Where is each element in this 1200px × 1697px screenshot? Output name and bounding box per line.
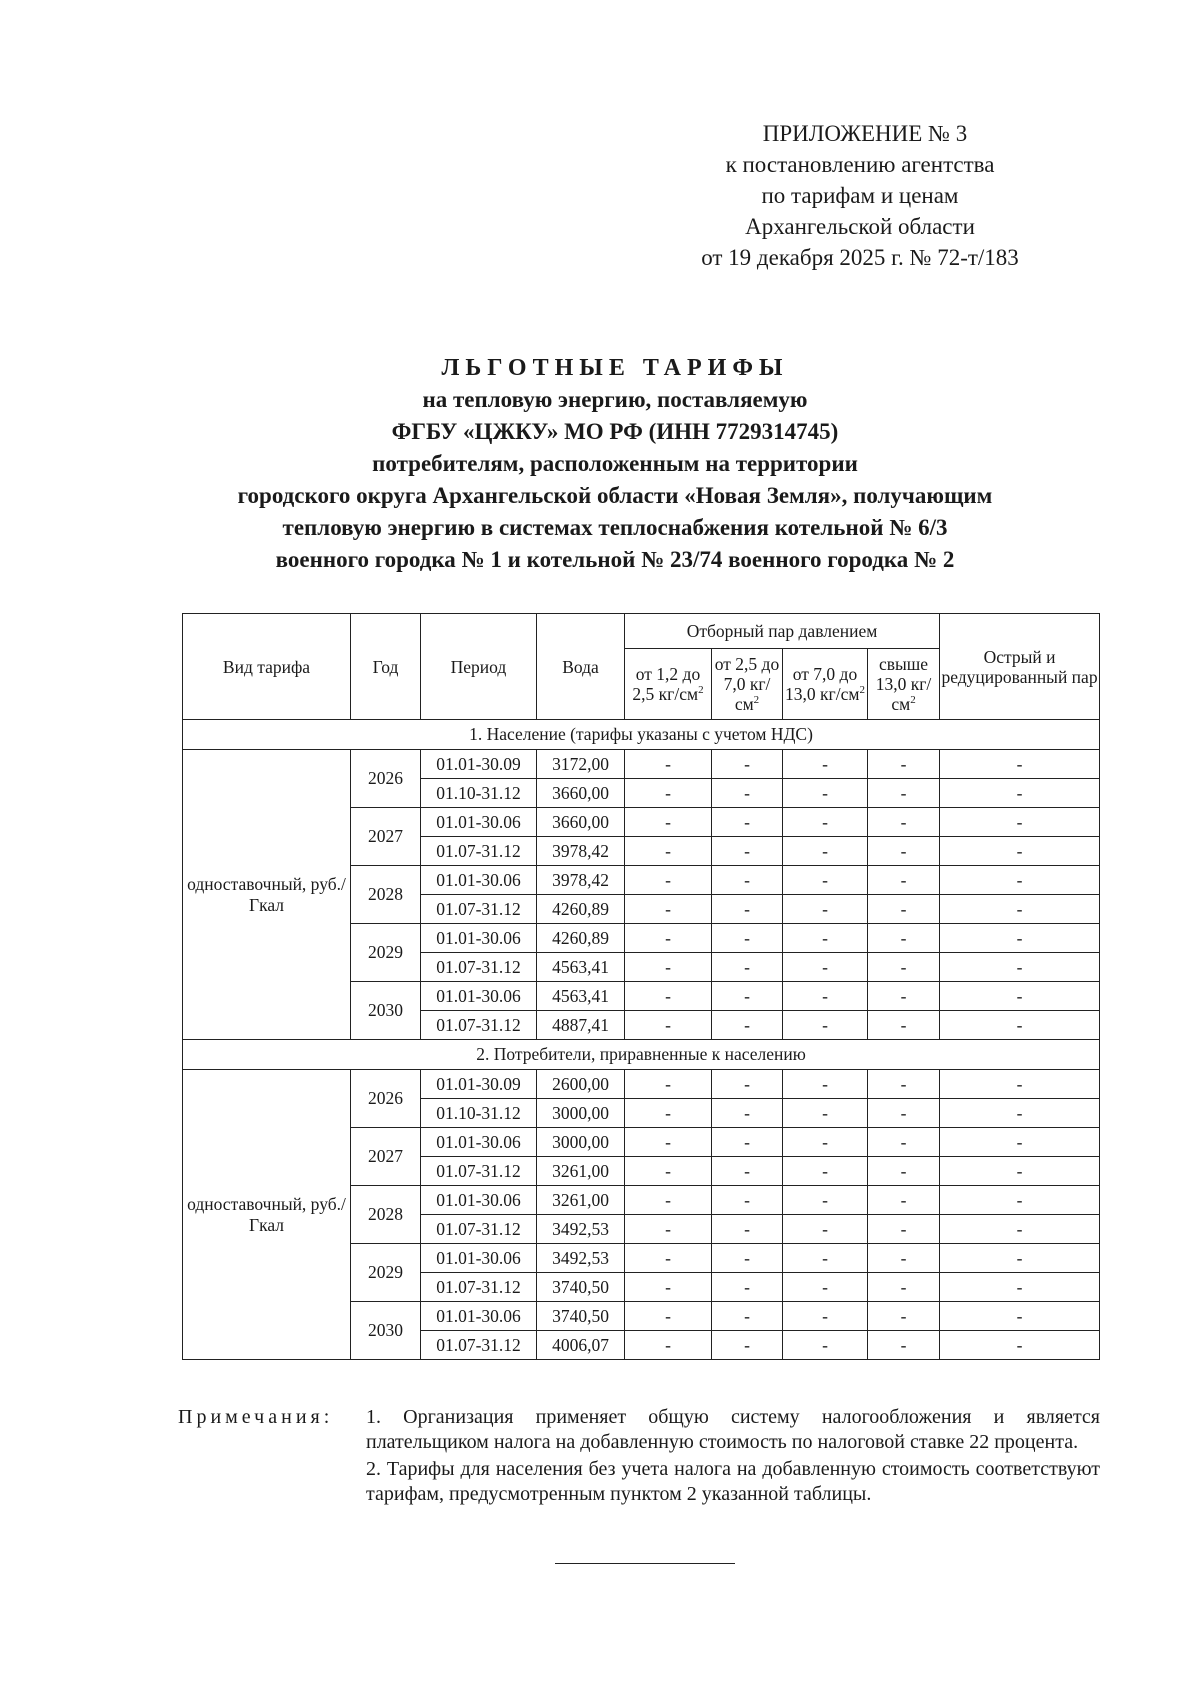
steam-cell: - — [868, 779, 940, 808]
unit: кг/см — [820, 684, 860, 704]
water-cell: 3978,42 — [537, 866, 625, 895]
tariff-type-cell: одноставочный, руб./Гкал — [183, 750, 351, 1040]
sharp-steam-cell: - — [940, 1302, 1100, 1331]
header-steam-group: Отборный пар давлением — [625, 614, 940, 649]
title-line: тепловую энергию в системах теплоснабжения котельной № 6/3 — [282, 515, 948, 540]
water-cell: 3261,00 — [537, 1186, 625, 1215]
header-year: Год — [351, 614, 421, 720]
tariff-type-cell: одноставочный, руб./Гкал — [183, 1070, 351, 1360]
steam-cell: - — [712, 1011, 783, 1040]
steam-cell: - — [712, 866, 783, 895]
sharp-steam-cell: - — [940, 1128, 1100, 1157]
steam-range: от 1,2 до 2,5 — [632, 664, 701, 704]
appendix-line: Архангельской области — [745, 214, 975, 239]
title-line: ФГБУ «ЦЖКУ» МО РФ (ИНН 7729314745) — [391, 419, 839, 444]
steam-cell: - — [625, 1128, 712, 1157]
header-period: Период — [421, 614, 537, 720]
steam-cell: - — [625, 1099, 712, 1128]
steam-cell: - — [625, 1273, 712, 1302]
table-row — [183, 750, 1100, 779]
table-row — [183, 1070, 1100, 1099]
steam-cell: - — [868, 750, 940, 779]
steam-cell: - — [868, 1273, 940, 1302]
period-cell: 01.10-31.12 — [421, 779, 537, 808]
steam-cell: - — [712, 1215, 783, 1244]
title-line: потребителям, расположенным на территории — [372, 451, 858, 476]
header-water: Вода — [537, 614, 625, 720]
period-cell: 01.01-30.06 — [421, 1302, 537, 1331]
steam-cell: - — [868, 1244, 940, 1273]
steam-range: от 2,5 до 7,0 — [714, 654, 780, 694]
steam-cell: - — [712, 1157, 783, 1186]
period-cell: 01.07-31.12 — [421, 1331, 537, 1360]
steam-cell: - — [868, 982, 940, 1011]
steam-cell: - — [868, 1070, 940, 1099]
water-cell: 3000,00 — [537, 1099, 625, 1128]
steam-cell: - — [625, 1302, 712, 1331]
section-title: 2. Потребители, приравненные к населению — [183, 1040, 1100, 1070]
water-cell: 4260,89 — [537, 895, 625, 924]
appendix-header — [640, 118, 1080, 273]
steam-range: от 7,0 до 13,0 — [785, 664, 858, 704]
water-cell: 4260,89 — [537, 924, 625, 953]
steam-cell: - — [712, 837, 783, 866]
header-steam-1 — [625, 649, 712, 720]
steam-cell: - — [868, 1215, 940, 1244]
steam-cell: - — [712, 808, 783, 837]
steam-cell: - — [868, 1011, 940, 1040]
period-cell: 01.01-30.06 — [421, 1128, 537, 1157]
water-cell: 2600,00 — [537, 1070, 625, 1099]
steam-cell: - — [868, 1157, 940, 1186]
steam-cell: - — [783, 837, 868, 866]
water-cell: 3172,00 — [537, 750, 625, 779]
steam-cell: - — [868, 1186, 940, 1215]
steam-cell: - — [783, 866, 868, 895]
year-cell: 2026 — [351, 750, 421, 808]
water-cell: 4563,41 — [537, 982, 625, 1011]
steam-cell: - — [868, 808, 940, 837]
unit-exponent: 2 — [910, 694, 916, 707]
steam-cell: - — [712, 1070, 783, 1099]
unit-exponent: 2 — [859, 684, 865, 697]
year-cell: 2029 — [351, 924, 421, 982]
steam-cell: - — [625, 779, 712, 808]
steam-cell: - — [783, 1070, 868, 1099]
steam-cell: - — [625, 1070, 712, 1099]
sharp-steam-cell: - — [940, 1215, 1100, 1244]
sharp-steam-cell: - — [940, 982, 1100, 1011]
steam-cell: - — [868, 1331, 940, 1360]
steam-cell: - — [625, 750, 712, 779]
steam-cell: - — [783, 1011, 868, 1040]
document-title — [150, 352, 1080, 576]
appendix-number: ПРИЛОЖЕНИЕ № 3 — [762, 121, 968, 146]
steam-cell: - — [783, 1215, 868, 1244]
period-cell: 01.01-30.09 — [421, 750, 537, 779]
steam-cell: - — [712, 1128, 783, 1157]
header-steam-4 — [868, 649, 940, 720]
steam-cell: - — [783, 1186, 868, 1215]
period-cell: 01.01-30.06 — [421, 866, 537, 895]
steam-cell: - — [625, 1011, 712, 1040]
steam-cell: - — [625, 1331, 712, 1360]
steam-cell: - — [868, 953, 940, 982]
steam-cell: - — [868, 1128, 940, 1157]
period-cell: 01.07-31.12 — [421, 953, 537, 982]
steam-cell: - — [868, 837, 940, 866]
steam-range: свыше 13,0 — [875, 654, 929, 694]
water-cell: 3492,53 — [537, 1244, 625, 1273]
steam-cell: - — [783, 1331, 868, 1360]
steam-cell: - — [625, 837, 712, 866]
water-cell: 4563,41 — [537, 953, 625, 982]
steam-cell: - — [625, 953, 712, 982]
steam-cell: - — [868, 1099, 940, 1128]
unit: кг/см — [734, 674, 771, 714]
header-tariff-type: Вид тарифа — [183, 614, 351, 720]
year-cell: 2028 — [351, 1186, 421, 1244]
steam-cell: - — [783, 895, 868, 924]
steam-cell: - — [625, 866, 712, 895]
period-cell: 01.07-31.12 — [421, 837, 537, 866]
title-line: военного городка № 1 и котельной № 23/74 военного городка № 2 — [275, 547, 955, 572]
notes-label: Примечания: — [178, 1406, 334, 1428]
sharp-steam-cell: - — [940, 1331, 1100, 1360]
notes-body — [366, 1405, 1100, 1507]
steam-cell: - — [783, 1128, 868, 1157]
steam-cell: - — [783, 924, 868, 953]
sharp-steam-cell: - — [940, 1157, 1100, 1186]
steam-cell: - — [625, 1157, 712, 1186]
steam-cell: - — [783, 750, 868, 779]
unit: кг/см — [891, 674, 932, 714]
sharp-steam-cell: - — [940, 1011, 1100, 1040]
sharp-steam-cell: - — [940, 1244, 1100, 1273]
water-cell: 3740,50 — [537, 1273, 625, 1302]
steam-cell: - — [712, 924, 783, 953]
year-cell: 2027 — [351, 1128, 421, 1186]
period-cell: 01.01-30.06 — [421, 1244, 537, 1273]
steam-cell: - — [625, 1186, 712, 1215]
sharp-steam-cell: - — [940, 750, 1100, 779]
period-cell: 01.01-30.06 — [421, 982, 537, 1011]
year-cell: 2030 — [351, 982, 421, 1040]
appendix-line: к постановлению агентства — [725, 152, 995, 177]
sharp-steam-cell: - — [940, 1070, 1100, 1099]
steam-cell: - — [783, 1244, 868, 1273]
water-cell: 3261,00 — [537, 1157, 625, 1186]
sharp-steam-cell: - — [940, 866, 1100, 895]
steam-cell: - — [783, 982, 868, 1011]
header-sharp-steam: Острый и редуцированный пар — [940, 614, 1100, 720]
steam-cell: - — [712, 1186, 783, 1215]
steam-cell: - — [712, 750, 783, 779]
sharp-steam-cell: - — [940, 1186, 1100, 1215]
steam-cell: - — [625, 982, 712, 1011]
steam-cell: - — [712, 779, 783, 808]
sharp-steam-cell: - — [940, 808, 1100, 837]
appendix-line: по тарифам и ценам — [761, 183, 959, 208]
water-cell: 3978,42 — [537, 837, 625, 866]
water-cell: 3000,00 — [537, 1128, 625, 1157]
steam-cell: - — [712, 1302, 783, 1331]
water-cell: 3492,53 — [537, 1215, 625, 1244]
steam-cell: - — [783, 1099, 868, 1128]
header-steam-3 — [783, 649, 868, 720]
steam-cell: - — [625, 808, 712, 837]
title-main: ЛЬГОТНЫЕ ТАРИФЫ — [441, 355, 789, 381]
period-cell: 01.07-31.12 — [421, 1273, 537, 1302]
period-cell: 01.10-31.12 — [421, 1099, 537, 1128]
steam-cell: - — [712, 982, 783, 1011]
steam-cell: - — [712, 1331, 783, 1360]
period-cell: 01.07-31.12 — [421, 895, 537, 924]
steam-cell: - — [783, 1157, 868, 1186]
sharp-steam-cell: - — [940, 779, 1100, 808]
steam-cell: - — [712, 1244, 783, 1273]
sharp-steam-cell: - — [940, 837, 1100, 866]
water-cell: 3660,00 — [537, 779, 625, 808]
section-title: 1. Население (тарифы указаны с учетом НДС) — [183, 720, 1100, 750]
steam-cell: - — [625, 895, 712, 924]
steam-cell: - — [783, 953, 868, 982]
year-cell: 2029 — [351, 1244, 421, 1302]
period-cell: 01.07-31.12 — [421, 1215, 537, 1244]
year-cell: 2030 — [351, 1302, 421, 1360]
note-item: 1. Организация применяет общую систему налогообложения и является плательщиком налога на добавленную стоимость по налоговой ставке 22 процента. — [366, 1406, 1100, 1453]
steam-cell: - — [712, 1099, 783, 1128]
year-cell: 2027 — [351, 808, 421, 866]
unit: кг/см — [658, 684, 699, 704]
steam-cell: - — [868, 895, 940, 924]
water-cell: 4887,41 — [537, 1011, 625, 1040]
steam-cell: - — [783, 779, 868, 808]
period-cell: 01.01-30.06 — [421, 1186, 537, 1215]
steam-cell: - — [712, 1273, 783, 1302]
steam-cell: - — [625, 924, 712, 953]
title-line: городского округа Архангельской области «Новая Земля», получающим — [237, 483, 993, 508]
period-cell: 01.01-30.09 — [421, 1070, 537, 1099]
sharp-steam-cell: - — [940, 1273, 1100, 1302]
steam-cell: - — [625, 1244, 712, 1273]
steam-cell: - — [868, 924, 940, 953]
steam-cell: - — [625, 1215, 712, 1244]
steam-cell: - — [712, 895, 783, 924]
appendix-date: от 19 декабря 2025 г. № 72-т/183 — [701, 245, 1019, 270]
period-cell: 01.07-31.12 — [421, 1011, 537, 1040]
unit-exponent: 2 — [698, 684, 704, 697]
water-cell: 3660,00 — [537, 808, 625, 837]
steam-cell: - — [783, 1273, 868, 1302]
period-cell: 01.01-30.06 — [421, 924, 537, 953]
sharp-steam-cell: - — [940, 1099, 1100, 1128]
year-cell: 2028 — [351, 866, 421, 924]
signature-line — [555, 1563, 735, 1564]
water-cell: 4006,07 — [537, 1331, 625, 1360]
tariff-table — [182, 613, 1100, 1360]
sharp-steam-cell: - — [940, 895, 1100, 924]
steam-cell: - — [712, 953, 783, 982]
note-item: 2. Тарифы для населения без учета налога на добавленную стоимость соответствуют тарифам, предусмотренным пунктом 2 указанной таблицы. — [366, 1458, 1100, 1505]
steam-cell: - — [783, 1302, 868, 1331]
steam-cell: - — [868, 1302, 940, 1331]
steam-cell: - — [868, 866, 940, 895]
header-steam-2 — [712, 649, 783, 720]
period-cell: 01.07-31.12 — [421, 1157, 537, 1186]
title-line: на тепловую энергию, поставляемую — [422, 387, 808, 412]
year-cell: 2026 — [351, 1070, 421, 1128]
steam-cell: - — [783, 808, 868, 837]
sharp-steam-cell: - — [940, 953, 1100, 982]
period-cell: 01.01-30.06 — [421, 808, 537, 837]
notes — [178, 1405, 1100, 1509]
unit-exponent: 2 — [753, 694, 760, 707]
sharp-steam-cell: - — [940, 924, 1100, 953]
water-cell: 3740,50 — [537, 1302, 625, 1331]
